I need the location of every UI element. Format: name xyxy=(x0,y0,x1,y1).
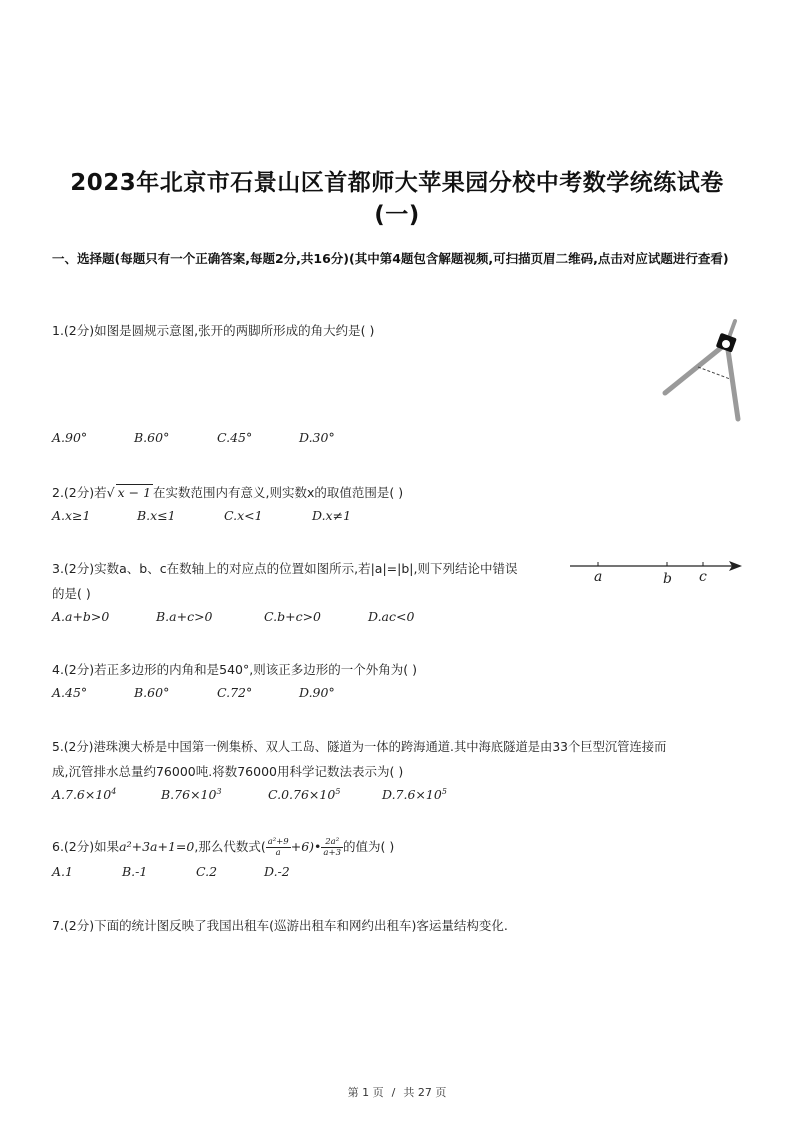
question-3-line2: 的是( ) xyxy=(52,586,91,601)
q1-option-b[interactable]: B.60° xyxy=(134,430,170,445)
number-line-figure xyxy=(568,555,744,587)
q2-option-c[interactable]: C.x<1 xyxy=(224,508,263,523)
axis-label-b: b xyxy=(663,571,672,587)
q5-option-c-base: C.0.76×10 xyxy=(268,787,336,803)
question-6-text xyxy=(52,834,394,860)
q6-frac2-den: a+3 xyxy=(323,848,342,858)
q5-option-b[interactable] xyxy=(161,787,222,802)
question-5-line2: 成,沉管排水总量约76000吨.将数76000用科学记数法表示为( ) xyxy=(52,764,404,779)
q2-radicand: x − 1 xyxy=(117,485,152,500)
q6-fraction-2 xyxy=(321,837,343,858)
q6-option-a[interactable]: A.1 xyxy=(52,864,73,879)
q1-option-a[interactable]: A.90° xyxy=(52,430,88,445)
q4-option-d[interactable]: D.90° xyxy=(299,685,335,700)
q5-option-c[interactable] xyxy=(268,787,340,802)
compass-figure xyxy=(655,315,750,425)
question-5-line1: 5.(2分)港珠澳大桥是中国第一例集桥、双人工岛、隧道为一体的跨海通道.其中海底隧道是由33个巨型沉管连接而 xyxy=(52,740,667,754)
q6-fraction-1 xyxy=(266,837,291,858)
question-1-text: 1.(2分)如图是圆规示意图,张开的两脚所形成的角大约是( ) xyxy=(52,323,375,338)
question-4-text: 4.(2分)若正多边形的内角和是540°,则该正多边形的一个外角为( ) xyxy=(52,662,417,677)
q5-option-b-base: B.76×10 xyxy=(161,787,217,803)
q6-mid: ,那么代数式( xyxy=(194,839,266,854)
q5-option-d[interactable] xyxy=(382,787,447,802)
q2-pre: 2.(2分)若 xyxy=(52,485,107,500)
footer-page: 第 1 页 xyxy=(347,1086,384,1099)
q5-option-d-exp: 5 xyxy=(441,787,447,796)
question-2-text xyxy=(52,483,403,501)
q5-option-a-base: A.7.6×10 xyxy=(52,787,112,803)
axis-label-a: a xyxy=(594,569,603,585)
q3-option-b[interactable]: B.a+c>0 xyxy=(156,609,213,624)
q1-option-d[interactable]: D.30° xyxy=(299,430,335,445)
section-header: 一、选择题(每题只有一个正确答案,每题2分,共16分)(其中第4题包含解题视频,可扫描页眉二维码,点击对应试题进行查看) xyxy=(52,251,729,266)
q4-option-c[interactable]: C.72° xyxy=(217,685,253,700)
question-3-line1: 3.(2分)实数a、b、c在数轴上的对应点的位置如图所示,若|a|=|b|,则下列结论中错误 xyxy=(52,561,518,576)
q6-frac1-num: a²+9 xyxy=(267,837,289,847)
q5-option-a-exp: 4 xyxy=(111,787,117,796)
q5-option-a[interactable] xyxy=(52,787,116,802)
footer-separator: / xyxy=(391,1086,396,1099)
q5-option-b-exp: 3 xyxy=(216,787,222,796)
q6-option-d[interactable]: D.-2 xyxy=(264,864,290,879)
q6-option-c[interactable]: C.2 xyxy=(196,864,218,879)
page-title-line2: (一) xyxy=(374,202,420,228)
page-title-line1: 2023年北京市石景山区首都师大苹果园分校中考数学统练试卷 xyxy=(70,170,724,196)
q2-post: 在实数范围内有意义,则实数x的取值范围是( ) xyxy=(153,485,404,500)
question-7-text: 7.(2分)下面的统计图反映了我国出租车(巡游出租车和网约出租车)客运量结构变化. xyxy=(52,918,508,933)
q6-condition: a²+3a+1=0 xyxy=(119,839,195,854)
q3-option-a[interactable]: A.a+b>0 xyxy=(52,609,110,624)
axis-label-c: c xyxy=(699,569,707,585)
page-footer xyxy=(0,1084,794,1100)
q6-pre: 6.(2分)如果 xyxy=(52,839,120,854)
q3-option-c[interactable]: C.b+c>0 xyxy=(264,609,321,624)
q5-option-d-base: D.7.6×10 xyxy=(382,787,442,803)
sqrt-icon: √ xyxy=(106,485,115,500)
q6-option-b[interactable]: B.-1 xyxy=(122,864,148,879)
q1-option-c[interactable]: C.45° xyxy=(217,430,253,445)
q4-option-a[interactable]: A.45° xyxy=(52,685,88,700)
q2-option-a[interactable]: A.x≥1 xyxy=(52,508,91,523)
q2-option-b[interactable]: B.x≤1 xyxy=(137,508,176,523)
q3-option-d[interactable]: D.ac<0 xyxy=(368,609,415,624)
footer-total: 共 27 页 xyxy=(403,1086,447,1099)
q4-option-b[interactable]: B.60° xyxy=(134,685,170,700)
q2-option-d[interactable]: D.x≠1 xyxy=(312,508,352,523)
q6-frac2-num: 2a² xyxy=(321,837,343,848)
q5-option-c-exp: 5 xyxy=(335,787,341,796)
q6-post: 的值为( ) xyxy=(343,839,395,854)
q6-frac1-den: a xyxy=(275,848,281,858)
q6-plus: +6)• xyxy=(290,839,322,854)
